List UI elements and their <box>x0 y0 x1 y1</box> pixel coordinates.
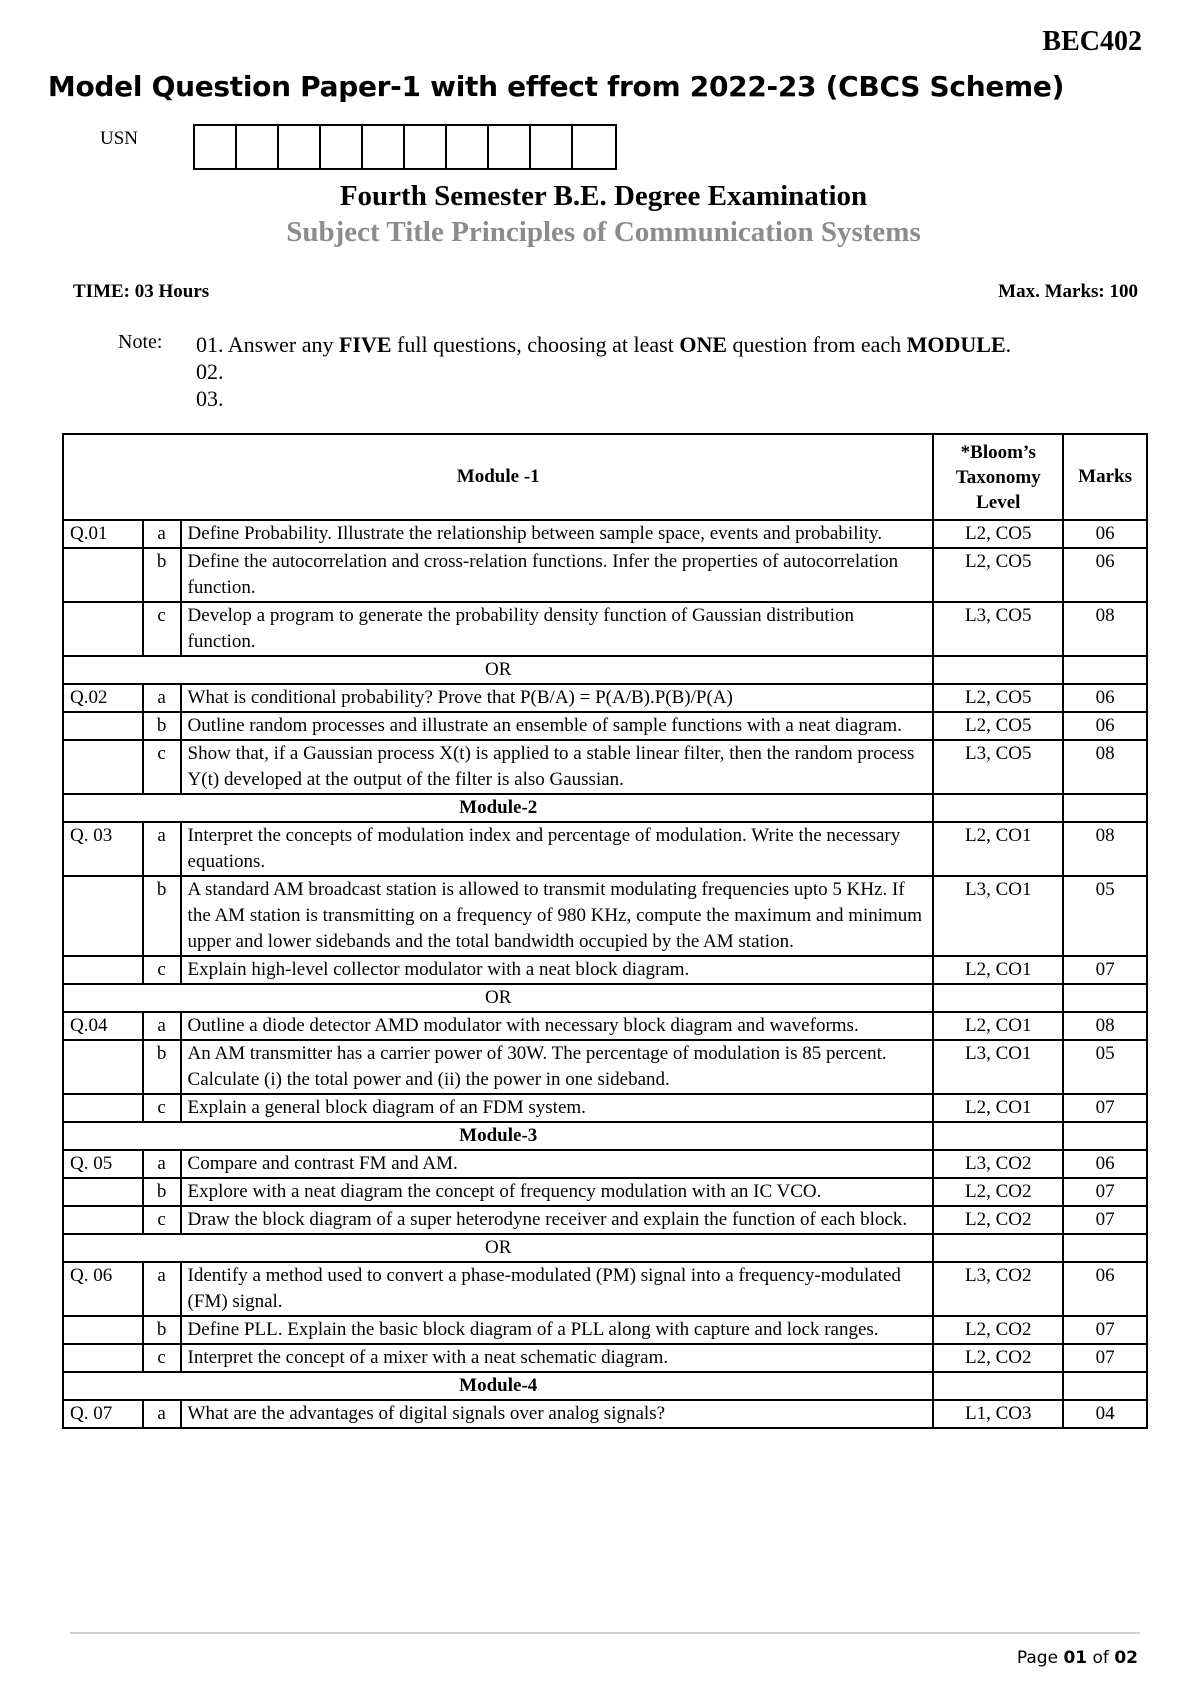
marks-value: 07 <box>1063 1206 1147 1234</box>
blooms-level: L2, CO1 <box>933 956 1063 984</box>
sub-question-letter: a <box>143 520 181 548</box>
question-number <box>63 1178 143 1206</box>
table-row <box>63 1262 1147 1316</box>
marks-header: Marks <box>1063 434 1147 520</box>
blooms-level: L3, CO2 <box>933 1262 1063 1316</box>
module-header-row <box>63 1122 1147 1150</box>
table-header-row <box>63 434 1147 520</box>
or-label: OR <box>63 1234 933 1262</box>
sub-question-letter: a <box>143 822 181 876</box>
usn-boxes <box>193 124 617 170</box>
marks-value: 06 <box>1063 1150 1147 1178</box>
note-text: full questions, choosing at least <box>391 332 680 357</box>
marks-value: 05 <box>1063 1040 1147 1094</box>
empty-cell <box>933 1122 1063 1150</box>
module-2-header: Module-2 <box>63 794 933 822</box>
note-emphasis: MODULE <box>906 332 1006 357</box>
footer-divider <box>70 1632 1140 1634</box>
usn-box <box>279 126 321 168</box>
question-text: Define the autocorrelation and cross-relation functions. Infer the properties of autocorrelation function. <box>181 548 934 602</box>
empty-cell <box>1063 1122 1147 1150</box>
marks-value: 06 <box>1063 712 1147 740</box>
empty-cell <box>1063 984 1147 1012</box>
usn-box <box>405 126 447 168</box>
table-row <box>63 876 1147 956</box>
marks-value: 06 <box>1063 684 1147 712</box>
blooms-level: L2, CO2 <box>933 1316 1063 1344</box>
question-number <box>63 1344 143 1372</box>
marks-value: 07 <box>1063 1316 1147 1344</box>
table-row <box>63 684 1147 712</box>
table-row <box>63 1094 1147 1122</box>
blooms-level: L3, CO1 <box>933 876 1063 956</box>
or-separator-row <box>63 656 1147 684</box>
or-separator-row <box>63 1234 1147 1262</box>
blooms-level: L3, CO1 <box>933 1040 1063 1094</box>
page-of: of <box>1087 1648 1115 1668</box>
asterisk: * <box>960 441 971 463</box>
blooms-level: L3, CO5 <box>933 740 1063 794</box>
sub-question-letter: b <box>143 1040 181 1094</box>
table-row <box>63 956 1147 984</box>
blooms-level: L2, CO1 <box>933 1012 1063 1040</box>
paper-title: Model Question Paper-1 with effect from 2022-23 (CBCS Scheme) <box>47 70 1065 103</box>
table-row <box>63 822 1147 876</box>
marks-value: 07 <box>1063 956 1147 984</box>
sub-question-letter: b <box>143 548 181 602</box>
table-row <box>63 1400 1147 1428</box>
note-line-1 <box>196 331 1011 358</box>
table-row <box>63 1344 1147 1372</box>
empty-cell <box>933 984 1063 1012</box>
blooms-level: L2, CO5 <box>933 712 1063 740</box>
empty-cell <box>933 656 1063 684</box>
sub-question-letter: b <box>143 1316 181 1344</box>
blooms-level: L2, CO2 <box>933 1344 1063 1372</box>
marks-value: 04 <box>1063 1400 1147 1428</box>
question-number <box>63 956 143 984</box>
page-prefix: Page <box>1016 1648 1064 1668</box>
table-row <box>63 712 1147 740</box>
note-text: 01. Answer any <box>196 332 339 357</box>
blooms-header-line: Level <box>976 491 1021 513</box>
question-text: Identify a method used to convert a phase-modulated (PM) signal into a frequency-modulated (FM) signal. <box>181 1262 934 1316</box>
module-1-header: Module -1 <box>63 434 933 520</box>
sub-question-letter: a <box>143 684 181 712</box>
question-text: Outline random processes and illustrate an ensemble of sample functions with a neat diagram. <box>181 712 934 740</box>
note-line-3: 03. <box>196 386 224 411</box>
question-number: Q.04 <box>63 1012 143 1040</box>
question-text: Interpret the concept of a mixer with a neat schematic diagram. <box>181 1344 934 1372</box>
question-text: Interpret the concepts of modulation index and percentage of modulation. Write the necessary equations. <box>181 822 934 876</box>
marks-value: 08 <box>1063 740 1147 794</box>
sub-question-letter: c <box>143 1344 181 1372</box>
question-text: Compare and contrast FM and AM. <box>181 1150 934 1178</box>
usn-box <box>531 126 573 168</box>
sub-question-letter: c <box>143 740 181 794</box>
usn-box <box>573 126 615 168</box>
table-row <box>63 602 1147 656</box>
question-table <box>62 433 1148 1429</box>
usn-box <box>363 126 405 168</box>
empty-cell <box>1063 1372 1147 1400</box>
table-row <box>63 548 1147 602</box>
marks-value: 06 <box>1063 520 1147 548</box>
question-text: Define PLL. Explain the basic block diagram of a PLL along with capture and lock ranges. <box>181 1316 934 1344</box>
table-row <box>63 1012 1147 1040</box>
note-text: . <box>1005 332 1012 357</box>
blooms-header <box>933 434 1063 520</box>
marks-value: 07 <box>1063 1178 1147 1206</box>
or-label: OR <box>63 656 933 684</box>
question-number: Q.02 <box>63 684 143 712</box>
sub-question-letter: c <box>143 956 181 984</box>
marks-value: 07 <box>1063 1094 1147 1122</box>
blooms-level: L2, CO5 <box>933 548 1063 602</box>
sub-question-letter: a <box>143 1150 181 1178</box>
question-text: Define Probability. Illustrate the relationship between sample space, events and probability. <box>181 520 934 548</box>
empty-cell <box>1063 1234 1147 1262</box>
page-number <box>1017 1648 1138 1668</box>
empty-cell <box>1063 794 1147 822</box>
blooms-level: L2, CO1 <box>933 822 1063 876</box>
table-row <box>63 740 1147 794</box>
question-number <box>63 548 143 602</box>
question-number <box>63 1094 143 1122</box>
sub-question-letter: b <box>143 876 181 956</box>
question-number: Q.01 <box>63 520 143 548</box>
or-separator-row <box>63 984 1147 1012</box>
module-header-row <box>63 1372 1147 1400</box>
marks-value: 06 <box>1063 1262 1147 1316</box>
empty-cell <box>1063 656 1147 684</box>
note-emphasis: ONE <box>679 332 728 357</box>
blooms-level: L2, CO1 <box>933 1094 1063 1122</box>
question-number <box>63 712 143 740</box>
blooms-level: L2, CO5 <box>933 684 1063 712</box>
usn-label: USN <box>100 128 139 149</box>
marks-value: 05 <box>1063 876 1147 956</box>
blooms-level: L2, CO2 <box>933 1178 1063 1206</box>
blooms-header-line: Taxonomy <box>955 466 1041 488</box>
question-number <box>63 1206 143 1234</box>
max-marks: Max. Marks: 100 <box>998 281 1138 302</box>
usn-box <box>237 126 279 168</box>
table-row <box>63 1178 1147 1206</box>
marks-value: 08 <box>1063 1012 1147 1040</box>
usn-box <box>321 126 363 168</box>
blooms-level: L2, CO5 <box>933 520 1063 548</box>
note-lines <box>196 331 1011 412</box>
module-4-header: Module-4 <box>63 1372 933 1400</box>
empty-cell <box>933 1372 1063 1400</box>
question-text: Explain a general block diagram of an FDM system. <box>181 1094 934 1122</box>
sub-question-letter: c <box>143 1094 181 1122</box>
question-text: Explore with a neat diagram the concept of frequency modulation with an IC VCO. <box>181 1178 934 1206</box>
note-emphasis: FIVE <box>338 332 392 357</box>
marks-value: 06 <box>1063 548 1147 602</box>
marks-value: 07 <box>1063 1344 1147 1372</box>
question-text: Show that, if a Gaussian process X(t) is applied to a stable linear filter, then the random process Y(t) developed at the output of the filter is also Gaussian. <box>181 740 934 794</box>
sub-question-letter: a <box>143 1012 181 1040</box>
table-row <box>63 1316 1147 1344</box>
question-text: A standard AM broadcast station is allowed to transmit modulating frequencies upto 5 KHz. If the AM station is transmitting on a frequency of 980 KHz, compute the maximum and minimum upper and lower sidebands and the total bandwidth occupied by the AM station. <box>181 876 934 956</box>
sub-question-letter: a <box>143 1262 181 1316</box>
question-text: What is conditional probability? Prove that P(B/A) = P(A/B).P(B)/P(A) <box>181 684 934 712</box>
marks-value: 08 <box>1063 602 1147 656</box>
subject-code: BEC402 <box>1042 26 1142 57</box>
or-label: OR <box>63 984 933 1012</box>
note-line-2: 02. <box>196 359 224 384</box>
usn-box <box>489 126 531 168</box>
table-row <box>63 1206 1147 1234</box>
question-text: Develop a program to generate the probability density function of Gaussian distribution function. <box>181 602 934 656</box>
question-text: An AM transmitter has a carrier power of 30W. The percentage of modulation is 85 percent. Calculate (i) the total power and (ii) the power in one sideband. <box>181 1040 934 1094</box>
module-header-row <box>63 794 1147 822</box>
usn-box <box>447 126 489 168</box>
usn-box <box>195 126 237 168</box>
empty-cell <box>933 1234 1063 1262</box>
table-row <box>63 520 1147 548</box>
note-label: Note: <box>118 331 163 353</box>
sub-question-letter: b <box>143 712 181 740</box>
empty-cell <box>933 794 1063 822</box>
question-number <box>63 740 143 794</box>
question-number <box>63 1316 143 1344</box>
page-total: 02 <box>1114 1648 1138 1668</box>
page-current: 01 <box>1063 1648 1088 1668</box>
question-text: Draw the block diagram of a super heterodyne receiver and explain the function of each block. <box>181 1206 934 1234</box>
sub-question-letter: a <box>143 1400 181 1428</box>
blooms-level: L3, CO5 <box>933 602 1063 656</box>
blooms-level: L1, CO3 <box>933 1400 1063 1428</box>
subject-title: Subject Title Principles of Communication Systems <box>286 216 921 248</box>
sub-question-letter: c <box>143 602 181 656</box>
table-row <box>63 1040 1147 1094</box>
question-number: Q. 07 <box>63 1400 143 1428</box>
question-number: Q. 06 <box>63 1262 143 1316</box>
question-number: Q. 03 <box>63 822 143 876</box>
exam-title: Fourth Semester B.E. Degree Examination <box>339 180 868 212</box>
sub-question-letter: c <box>143 1206 181 1234</box>
question-number <box>63 876 143 956</box>
note-text: question from each <box>727 332 907 357</box>
marks-value: 08 <box>1063 822 1147 876</box>
blooms-level: L2, CO2 <box>933 1206 1063 1234</box>
question-text: Explain high-level collector modulator with a neat block diagram. <box>181 956 934 984</box>
blooms-level: L3, CO2 <box>933 1150 1063 1178</box>
question-text: What are the advantages of digital signals over analog signals? <box>181 1400 934 1428</box>
sub-question-letter: b <box>143 1178 181 1206</box>
question-number: Q. 05 <box>63 1150 143 1178</box>
question-number <box>63 602 143 656</box>
question-number <box>63 1040 143 1094</box>
module-3-header: Module-3 <box>63 1122 933 1150</box>
exam-time: TIME: 03 Hours <box>73 281 210 302</box>
blooms-header-line: Bloom’s <box>970 441 1036 463</box>
question-text: Outline a diode detector AMD modulator with necessary block diagram and waveforms. <box>181 1012 934 1040</box>
table-row <box>63 1150 1147 1178</box>
